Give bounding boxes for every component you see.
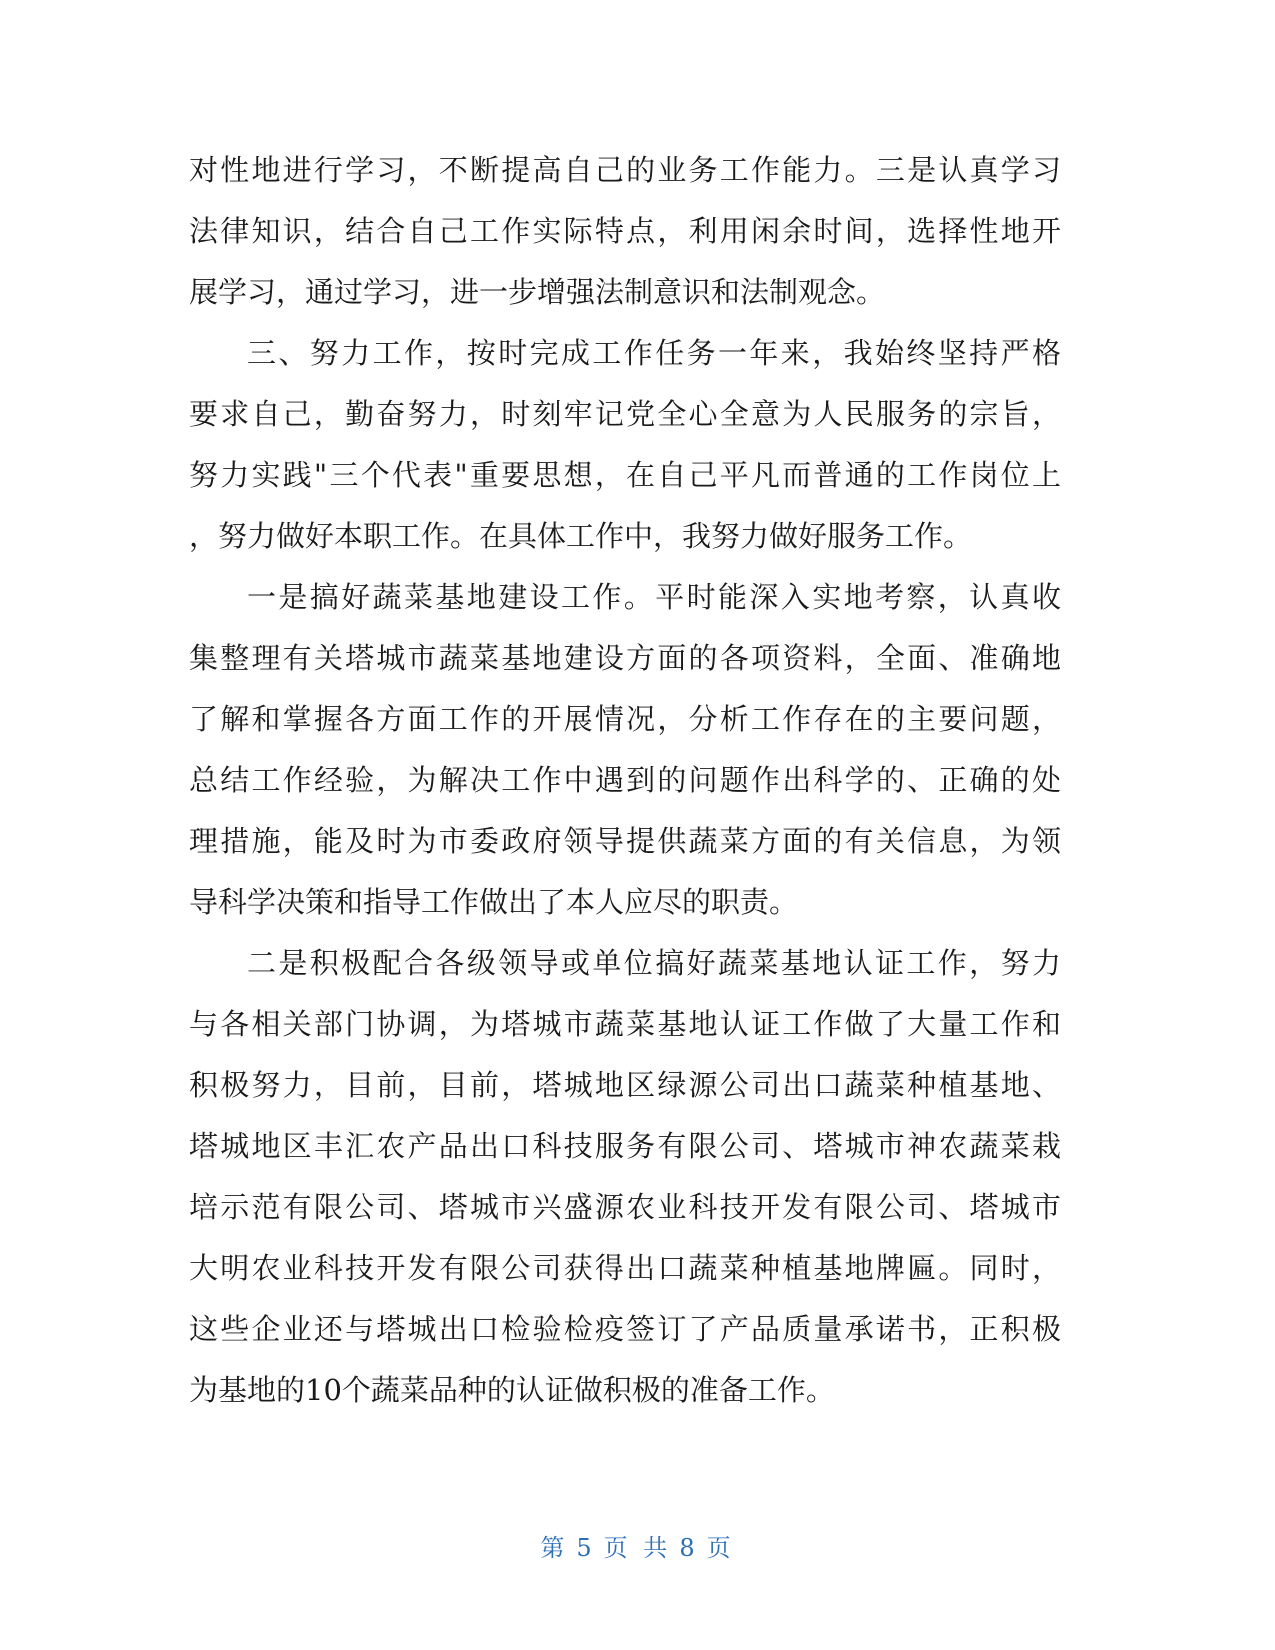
total-pages-number: 8 [679, 1534, 699, 1562]
text-line: 总结工作经验，为解决工作中遇到的问题作出科学的、正确的处 [189, 763, 1061, 797]
text-line: 对性地进行学习，不断提高自己的业务工作能力。三是认真学习 [189, 153, 1061, 187]
text-line: 导科学决策和指导工作做出了本人应尽的职责。 [189, 885, 799, 919]
footer-suffix: 页 [706, 1534, 735, 1562]
text-line: 积极努力，目前，目前，塔城地区绿源公司出口蔬菜种植基地、 [189, 1068, 1061, 1102]
text-line: 大明农业科技开发有限公司获得出口蔬菜种植基地牌匾。同时， [189, 1251, 1061, 1285]
text-line: 展学习，通过学习，进一步增强法制意识和法制观念。 [189, 275, 886, 309]
text-line: 与各相关部门协调，为塔城市蔬菜基地认证工作做了大量工作和 [189, 1007, 1061, 1041]
text-line: 三、努力工作，按时完成工作任务一年来，我始终坚持严格 [247, 336, 1061, 370]
text-line: 集整理有关塔城市蔬菜基地建设方面的各项资料，全面、准确地 [189, 641, 1061, 675]
text-line: 法律知识，结合自己工作实际特点，利用闲余时间，选择性地开 [189, 214, 1061, 248]
text-line: 这些企业还与塔城出口检验检疫签订了产品质量承诺书，正积极 [189, 1312, 1061, 1346]
text-line: 二是积极配合各级领导或单位搞好蔬菜基地认证工作，努力 [247, 946, 1061, 980]
text-line: 为基地的10个蔬菜品种的认证做积极的准备工作。 [189, 1373, 835, 1407]
body-text [189, 140, 1061, 1421]
text-line: 了解和掌握各方面工作的开展情况，分析工作存在的主要问题， [189, 702, 1061, 736]
text-line: 要求自己，勤奋努力，时刻牢记党全心全意为人民服务的宗旨， [189, 397, 1061, 431]
text-line: 培示范有限公司、塔城市兴盛源农业科技开发有限公司、塔城市 [189, 1190, 1061, 1224]
text-line: 一是搞好蔬菜基地建设工作。平时能深入实地考察，认真收 [247, 580, 1061, 614]
text-line: 努力实践"三个代表"重要思想，在自己平凡而普通的工作岗位上 [189, 458, 1061, 492]
current-page-number: 5 [576, 1534, 596, 1562]
text-line: 理措施，能及时为市委政府领导提供蔬菜方面的有关信息，为领 [189, 824, 1061, 858]
text-line: 塔城地区丰汇农产品出口科技服务有限公司、塔城市神农蔬菜栽 [189, 1129, 1061, 1163]
page-footer [0, 1528, 1275, 1563]
footer-middle: 页 共 [603, 1534, 672, 1562]
footer-prefix: 第 [540, 1534, 569, 1562]
text-line: ，努力做好本职工作。在具体工作中，我努力做好服务工作。 [189, 519, 973, 553]
